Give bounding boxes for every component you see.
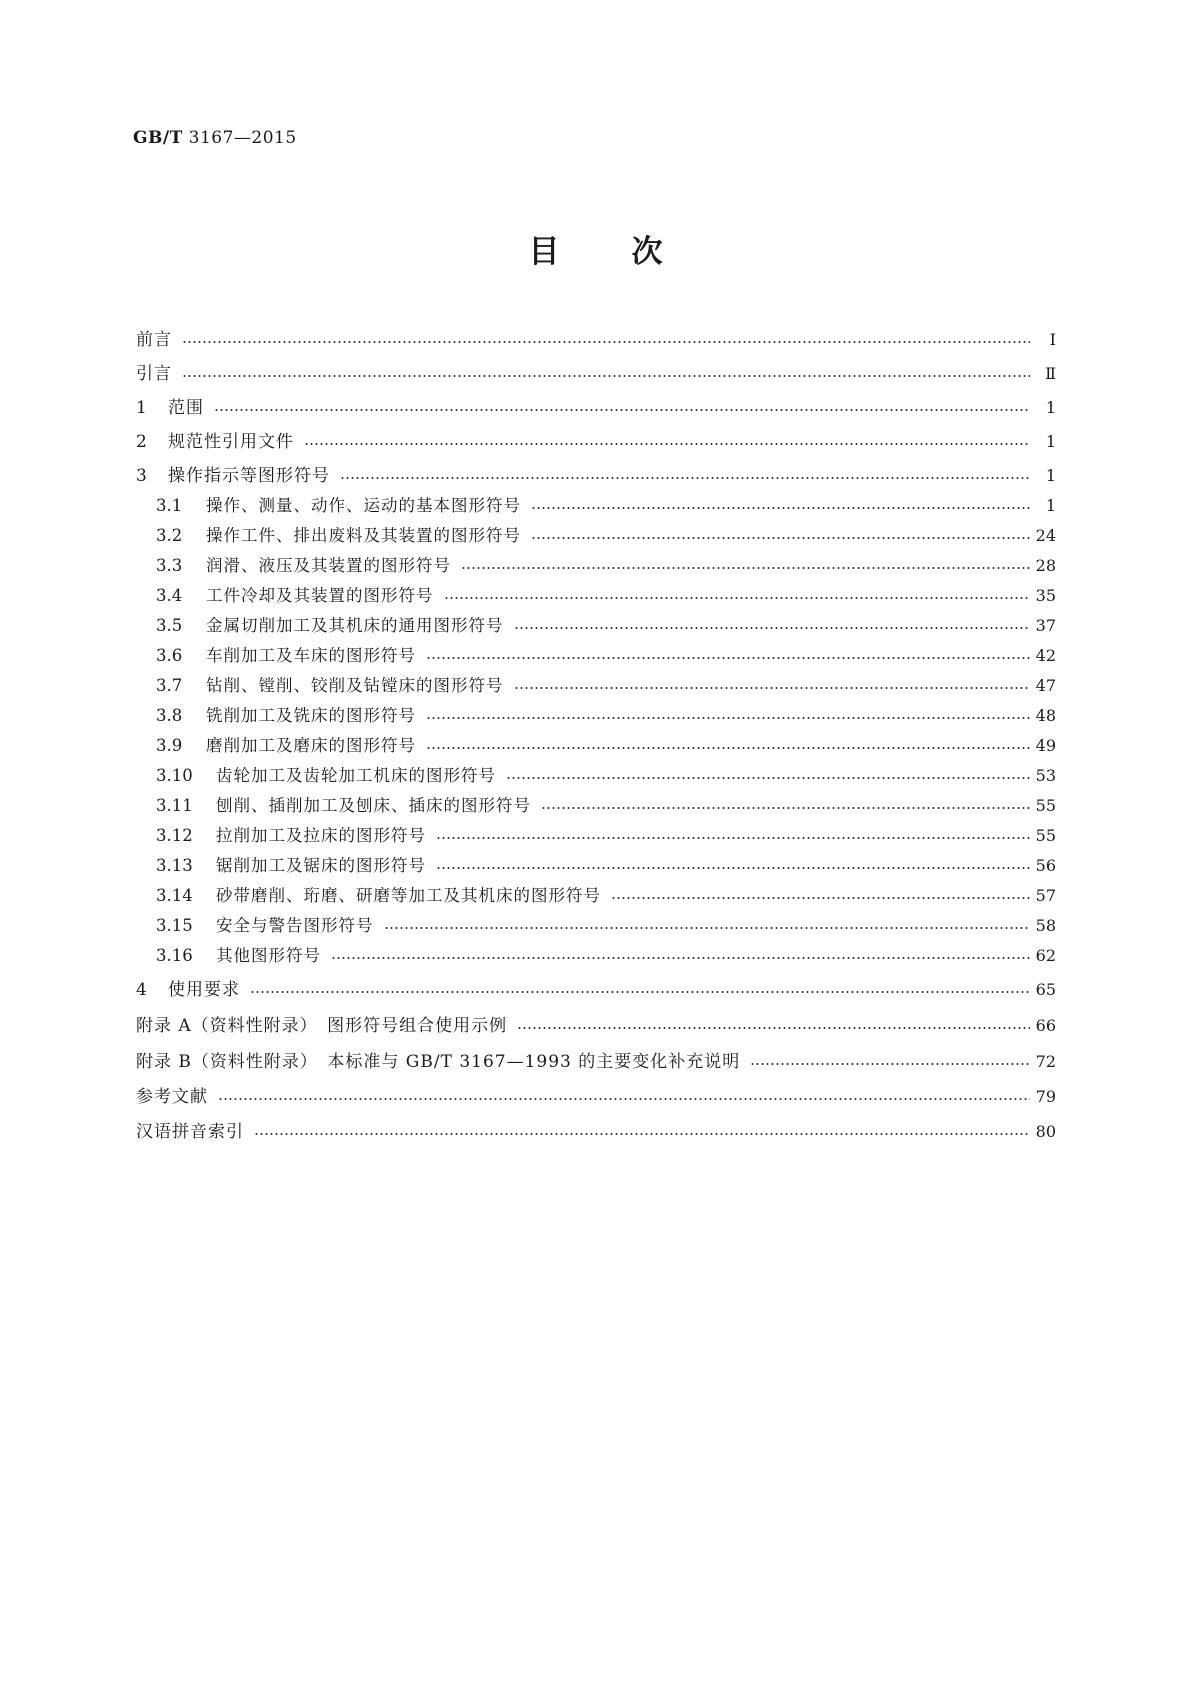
toc-entry-label: 砂带磨削、珩磨、研磨等加工及其机床的图形符号: [216, 886, 601, 905]
toc-entry-number: 3.7: [156, 676, 183, 695]
toc-entry-page: Ⅰ: [1049, 330, 1056, 349]
dot-leader: [426, 717, 1030, 719]
dot-leader: [182, 341, 1030, 343]
dot-leader: [250, 991, 1030, 993]
toc-entry-section-3-15[interactable]: [156, 914, 1056, 938]
toc-entry-label: 范围: [168, 398, 204, 418]
toc-entry-number: 3: [136, 466, 147, 486]
toc-entry-page: 1: [1045, 496, 1056, 515]
toc-entry-number: 3.14: [156, 886, 193, 905]
toc-entry-label: 操作、测量、动作、运动的基本图形符号: [206, 496, 521, 515]
dot-leader: [461, 567, 1030, 569]
toc-entry-label: 铣削加工及铣床的图形符号: [206, 706, 416, 725]
toc-entry-page: 48: [1035, 706, 1056, 725]
toc-entry-page: 72: [1035, 1052, 1056, 1071]
toc-entry-page: 58: [1035, 916, 1056, 935]
dot-leader: [304, 443, 1030, 445]
toc-entry-section-3-9[interactable]: [156, 734, 1056, 758]
toc-entry-section-2[interactable]: [136, 430, 1056, 454]
toc-entry-label: 附录 B（资料性附录） 本标准与 GB/T 3167—1993 的主要变化补充说明: [136, 1052, 741, 1072]
dot-leader: [182, 375, 1030, 377]
dot-leader: [340, 477, 1030, 479]
dot-leader: [611, 897, 1030, 899]
toc-entry-page: 66: [1035, 1016, 1056, 1035]
toc-entry-section-3-10[interactable]: [156, 764, 1056, 788]
dot-leader: [514, 687, 1030, 689]
document-code: [133, 128, 297, 148]
toc-entry-number: 3.6: [156, 646, 183, 665]
toc-entry-page: 49: [1035, 736, 1056, 755]
toc-entry-section-3-4[interactable]: [156, 584, 1056, 608]
toc-entry-number: 3.15: [156, 916, 193, 935]
toc-entry-page: 37: [1035, 616, 1056, 635]
toc-entry-number: 3.2: [156, 526, 183, 545]
toc-entry-section-3-16[interactable]: [156, 944, 1056, 968]
toc-entry-label: 规范性引用文件: [168, 432, 294, 452]
toc-entry-number: 3.16: [156, 946, 193, 965]
toc-entry-page: 65: [1035, 980, 1056, 999]
document-code-number: 3167—2015: [188, 128, 297, 148]
toc-entry-annex-b[interactable]: [136, 1050, 1056, 1074]
toc-entry-label: 参考文献: [136, 1087, 208, 1107]
toc-entry-label: 汉语拼音索引: [136, 1122, 244, 1142]
toc-entry-section-1[interactable]: [136, 396, 1056, 420]
toc-entry-page: 1: [1045, 466, 1056, 485]
toc-entry-section-3-13[interactable]: [156, 854, 1056, 878]
toc-entry-label: 其他图形符号: [216, 946, 321, 965]
toc-entry-label: 刨削、插削加工及刨床、插床的图形符号: [216, 796, 531, 815]
toc-entry-page: 47: [1035, 676, 1056, 695]
toc-entry-section-3-11[interactable]: [156, 794, 1056, 818]
toc-entry-bibliography[interactable]: [136, 1085, 1056, 1109]
dot-leader: [750, 1063, 1029, 1065]
toc-entry-page: 24: [1035, 526, 1056, 545]
dot-leader: [214, 409, 1030, 411]
toc-entry-page: 57: [1035, 886, 1056, 905]
toc-entry-label: 安全与警告图形符号: [216, 916, 374, 935]
dot-leader: [531, 537, 1030, 539]
toc-entry-label: 附录 A（资料性附录） 图形符号组合使用示例: [136, 1016, 508, 1036]
dot-leader: [541, 807, 1030, 809]
toc-entry-section-3-12[interactable]: [156, 824, 1056, 848]
toc-entry-label: 金属切削加工及其机床的通用图形符号: [206, 616, 504, 635]
toc-entry-page: 35: [1035, 586, 1056, 605]
toc-entry-section-3[interactable]: [136, 464, 1056, 488]
toc-entry-page: 55: [1035, 796, 1056, 815]
toc-entry-page: 62: [1035, 946, 1056, 965]
toc-entry-label: 操作指示等图形符号: [168, 466, 330, 486]
dot-leader: [517, 1027, 1029, 1029]
toc-entry-label: 润滑、液压及其装置的图形符号: [206, 556, 451, 575]
toc-entry-section-3-1[interactable]: [156, 494, 1056, 518]
toc-entry-number: 3.12: [156, 826, 193, 845]
document-code-prefix: GB/T: [133, 128, 183, 148]
toc-entry-number: 3.8: [156, 706, 183, 725]
toc-entry-number: 3.13: [156, 856, 193, 875]
dot-leader: [444, 597, 1030, 599]
dot-leader: [384, 927, 1030, 929]
toc-entry-section-3-8[interactable]: [156, 704, 1056, 728]
toc-entry-number: 3.10: [156, 766, 193, 785]
toc-entry-pinyin-index[interactable]: [136, 1120, 1056, 1144]
toc-entry-page: 1: [1045, 432, 1056, 451]
toc-entry-label: 使用要求: [168, 980, 240, 1000]
dot-leader: [331, 957, 1030, 959]
toc-entry-label: 锯削加工及锯床的图形符号: [216, 856, 426, 875]
toc-entry-number: 3.1: [156, 496, 183, 515]
toc-entry-section-3-6[interactable]: [156, 644, 1056, 668]
dot-leader: [506, 777, 1030, 779]
toc-entry-number: 3.5: [156, 616, 183, 635]
toc-entry-label: 操作工件、排出废料及其装置的图形符号: [206, 526, 521, 545]
dot-leader: [436, 867, 1030, 869]
toc-entry-label: 前言: [136, 330, 172, 350]
toc-entry-number: 1: [136, 398, 147, 418]
toc-entry-label: 车削加工及车床的图形符号: [206, 646, 416, 665]
toc-entry-number: 3.4: [156, 586, 183, 605]
toc-title: 目次: [528, 234, 735, 270]
toc-entry-annex-a[interactable]: [136, 1014, 1056, 1038]
toc-entry-introduction[interactable]: [136, 362, 1056, 386]
toc-entry-section-4[interactable]: [136, 978, 1056, 1002]
toc-entry-number: 3.11: [156, 796, 193, 815]
toc-entry-label: 齿轮加工及齿轮加工机床的图形符号: [216, 766, 496, 785]
toc-entry-page: 80: [1035, 1122, 1056, 1141]
toc-entry-page: 28: [1035, 556, 1056, 575]
toc-entry-section-3-3[interactable]: [156, 554, 1056, 578]
toc-entry-section-3-5[interactable]: [156, 614, 1056, 638]
toc-entry-label: 工件冷却及其装置的图形符号: [206, 586, 434, 605]
toc-entry-page: 42: [1035, 646, 1056, 665]
dot-leader: [436, 837, 1030, 839]
toc-entry-page: 1: [1045, 398, 1056, 417]
toc-entry-number: 3.3: [156, 556, 183, 575]
dot-leader: [514, 627, 1030, 629]
dot-leader: [426, 657, 1030, 659]
toc-entry-label: 拉削加工及拉床的图形符号: [216, 826, 426, 845]
toc-entry-number: 2: [136, 432, 147, 452]
dot-leader: [254, 1133, 1030, 1135]
dot-leader: [426, 747, 1030, 749]
toc-entry-section-3-14[interactable]: [156, 884, 1056, 908]
toc-entry-number: 3.9: [156, 736, 183, 755]
toc-entry-foreword[interactable]: [136, 328, 1056, 352]
toc-entry-section-3-7[interactable]: [156, 674, 1056, 698]
toc-entry-page: 53: [1035, 766, 1056, 785]
toc-entry-page: Ⅱ: [1045, 364, 1056, 383]
dot-leader: [218, 1098, 1030, 1100]
toc-entry-label: 钻削、镗削、铰削及钻镗床的图形符号: [206, 676, 504, 695]
toc-entry-number: 4: [136, 980, 147, 1000]
toc-entry-label: 磨削加工及磨床的图形符号: [206, 736, 416, 755]
toc-entry-page: 56: [1035, 856, 1056, 875]
toc-entry-section-3-2[interactable]: [156, 524, 1056, 548]
toc-entry-label: 引言: [136, 364, 172, 384]
dot-leader: [531, 507, 1030, 509]
toc-entry-page: 55: [1035, 826, 1056, 845]
toc-entry-page: 79: [1035, 1087, 1056, 1106]
